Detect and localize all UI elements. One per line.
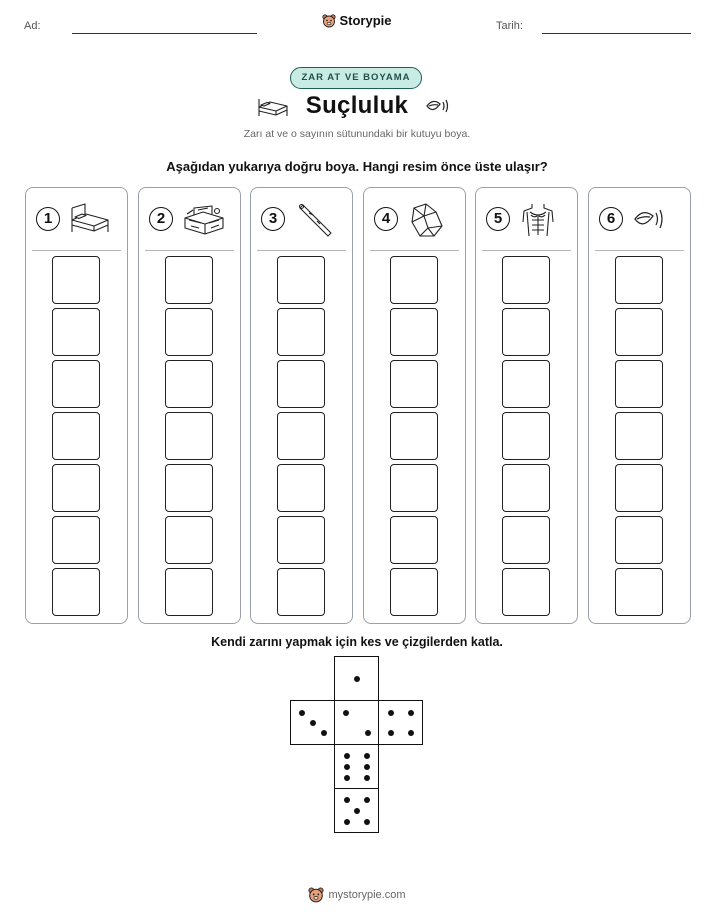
coloring-box[interactable] xyxy=(277,412,325,460)
coloring-box[interactable] xyxy=(390,464,438,512)
coloring-box[interactable] xyxy=(615,256,663,304)
coloring-box[interactable] xyxy=(615,568,663,616)
name-line xyxy=(72,33,257,34)
coloring-box[interactable] xyxy=(52,412,100,460)
column-number: 4 xyxy=(374,207,398,231)
rock-icon xyxy=(406,202,446,238)
bear-logo-icon xyxy=(322,14,336,28)
coloring-box[interactable] xyxy=(277,308,325,356)
dice-instruction: Kendi zarını yapmak için kes ve çizgilerden katla. xyxy=(211,635,503,649)
column-2 xyxy=(138,187,241,624)
brand-logo xyxy=(0,13,714,33)
coloring-box[interactable] xyxy=(502,412,550,460)
activity-badge: ZAR AT VE BOYAMA xyxy=(290,67,422,89)
name-label: Ad: xyxy=(24,20,41,32)
coloring-box[interactable] xyxy=(390,256,438,304)
bed-icon xyxy=(68,202,112,236)
page-title: Suçluluk xyxy=(305,92,409,119)
coloring-box[interactable] xyxy=(165,308,213,356)
column-number: 1 xyxy=(36,207,60,231)
coloring-box[interactable] xyxy=(52,516,100,564)
coloring-box[interactable] xyxy=(502,516,550,564)
coloring-box[interactable] xyxy=(165,464,213,512)
coloring-box[interactable] xyxy=(615,308,663,356)
coloring-box[interactable] xyxy=(502,464,550,512)
stick-icon xyxy=(293,202,337,238)
coloring-box[interactable] xyxy=(390,308,438,356)
dice-face-5 xyxy=(334,788,379,833)
coloring-box[interactable] xyxy=(502,360,550,408)
dice-face-4 xyxy=(378,700,423,745)
subtitle: Zarı at ve o sayının sütunundaki bir kutuyu boya. xyxy=(243,128,471,140)
coloring-box[interactable] xyxy=(165,516,213,564)
coloring-box[interactable] xyxy=(52,308,100,356)
coloring-box[interactable] xyxy=(52,464,100,512)
toolbox-icon xyxy=(181,202,227,236)
coloring-box[interactable] xyxy=(52,256,100,304)
column-1 xyxy=(25,187,128,624)
dice-face-2 xyxy=(334,700,379,745)
column-number: 2 xyxy=(149,207,173,231)
muscular-torso-icon xyxy=(518,202,558,238)
column-4 xyxy=(363,187,466,624)
dice-face-6 xyxy=(334,744,379,789)
speaking-mouth-icon xyxy=(425,96,451,116)
coloring-box[interactable] xyxy=(165,360,213,408)
footer-site: mystorypie.com xyxy=(328,889,406,901)
coloring-box[interactable] xyxy=(502,256,550,304)
coloring-box[interactable] xyxy=(502,308,550,356)
coloring-box[interactable] xyxy=(615,360,663,408)
coloring-box[interactable] xyxy=(52,360,100,408)
coloring-box[interactable] xyxy=(277,256,325,304)
coloring-box[interactable] xyxy=(390,516,438,564)
coloring-box[interactable] xyxy=(277,516,325,564)
column-number: 3 xyxy=(261,207,285,231)
instruction: Aşağıdan yukarıya doğru boya. Hangi resim önce üste ulaşır? xyxy=(166,159,548,174)
coloring-box[interactable] xyxy=(277,360,325,408)
column-number: 6 xyxy=(599,207,623,231)
coloring-box[interactable] xyxy=(277,464,325,512)
date-label: Tarih: xyxy=(496,20,523,32)
dice-face-3 xyxy=(290,700,335,745)
column-6 xyxy=(588,187,691,624)
brand-name: Storypie xyxy=(339,13,392,28)
column-number: 5 xyxy=(486,207,510,231)
coloring-box[interactable] xyxy=(165,256,213,304)
date-line xyxy=(542,33,691,34)
bear-logo-icon xyxy=(308,887,324,903)
coloring-box[interactable] xyxy=(52,568,100,616)
coloring-box[interactable] xyxy=(502,568,550,616)
coloring-box[interactable] xyxy=(615,412,663,460)
speaking-mouth-icon xyxy=(631,202,669,236)
coloring-box[interactable] xyxy=(165,412,213,460)
coloring-box[interactable] xyxy=(277,568,325,616)
footer xyxy=(0,887,714,908)
coloring-box[interactable] xyxy=(615,516,663,564)
column-5 xyxy=(475,187,578,624)
coloring-box[interactable] xyxy=(390,360,438,408)
coloring-box[interactable] xyxy=(615,464,663,512)
column-3 xyxy=(250,187,353,624)
coloring-box[interactable] xyxy=(390,412,438,460)
coloring-box[interactable] xyxy=(390,568,438,616)
dice-face-1 xyxy=(334,656,379,701)
coloring-box[interactable] xyxy=(165,568,213,616)
